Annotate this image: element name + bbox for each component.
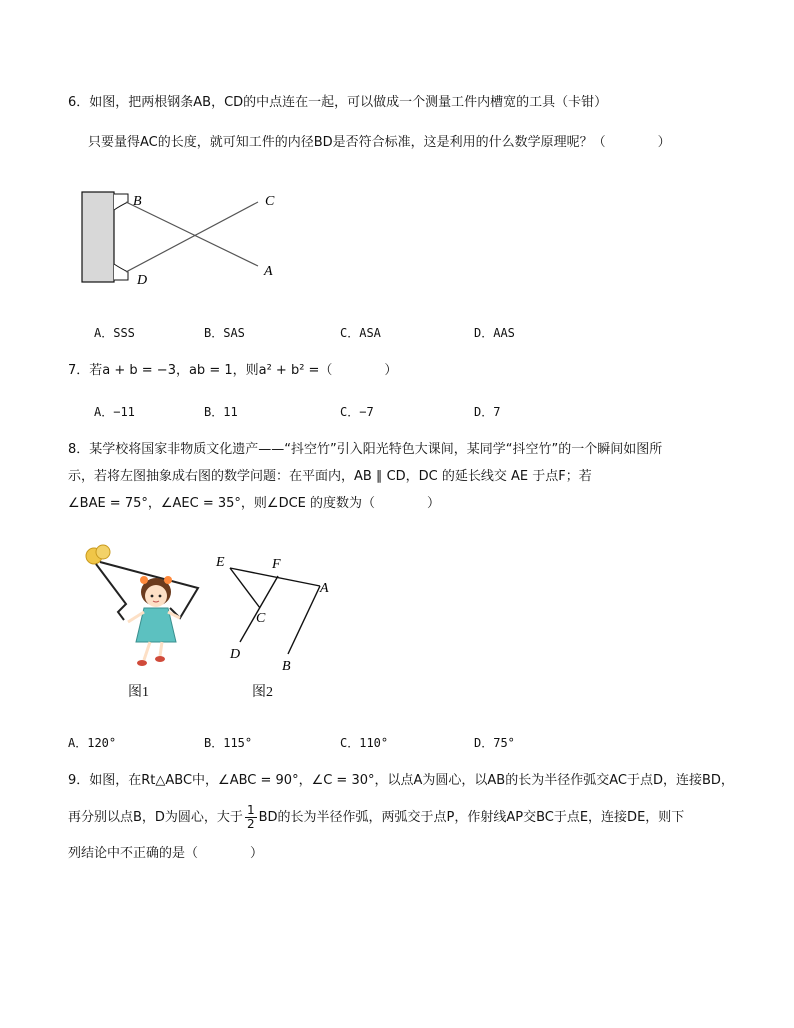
fraction-denominator: 2 xyxy=(246,817,255,831)
segment-ec xyxy=(230,568,260,608)
q6-stem-line-2: 只要量得AC的长度，就可知工件的内径BD是否符合标准，这是利用的什么数学原理呢？（ ） xyxy=(88,135,671,150)
segment-ab xyxy=(288,586,320,654)
q8-figure-2-caption: 图2 xyxy=(252,685,273,700)
q8-figure-1-girl-diabolo xyxy=(78,540,208,675)
q6-option-b[interactable]: B．SAS xyxy=(204,326,245,340)
label-d: D xyxy=(137,273,148,288)
steel-bar-ab xyxy=(126,202,258,266)
q8-stem-line-2: 示，若将左图抽象成右图的数学问题：在平面内，AB ∥ CD，DC 的延长线交 AE 于点F；若 xyxy=(68,469,592,484)
lower-jaw xyxy=(114,264,128,280)
q9-stem-line-1: 9．如图，在Rt△ABC中，∠ABC = 90°，∠C = 30°，以点A为圆心，以AB的长为半径作弧交AC于点D，连接BD， xyxy=(68,773,734,788)
upper-jaw xyxy=(114,194,128,210)
q8-stem-line-1: 8．某学校将国家非物质文化遗产——“抖空竹”引入阳光特色大课间，某同学“抖空竹”的一个瞬间如图所 xyxy=(68,442,663,457)
label-e: E xyxy=(216,555,225,570)
q7-option-a[interactable]: A．−11 xyxy=(94,405,135,419)
q9-stem-line-2 xyxy=(68,804,684,831)
q6-option-a[interactable]: A．SSS xyxy=(94,326,135,340)
q7-stem: 7．若a + b = −3，ab = 1，则a² + b² =（ ） xyxy=(68,363,398,378)
girl-face xyxy=(145,585,167,607)
q6-stem-line-1: 6．如图，把两根钢条AB，CD的中点连在一起，可以做成一个测量工件内槽宽的工具（卡钳） xyxy=(68,95,608,110)
steel-bar-cd xyxy=(126,202,258,272)
q8-option-a[interactable]: A．120° xyxy=(68,736,117,750)
q6-caliper-figure xyxy=(70,180,290,290)
q7-option-b[interactable]: B．11 xyxy=(204,405,238,419)
label-a: A xyxy=(264,264,273,279)
q9-stem-line-3: 列结论中不正确的是（ ） xyxy=(68,846,264,861)
q6-option-d[interactable]: D．AAS xyxy=(474,326,515,340)
q9-stem-line-2-start: 再分别以点B，D为圆心，大于 xyxy=(68,810,243,825)
fraction-numerator: 1 xyxy=(246,803,255,817)
label-a: A xyxy=(320,581,329,596)
q7-option-c[interactable]: C．−7 xyxy=(340,405,374,419)
label-b: B xyxy=(133,194,142,209)
label-d: D xyxy=(230,647,241,662)
label-c: C xyxy=(265,194,275,209)
label-f: F xyxy=(272,557,281,572)
segment-df xyxy=(240,576,278,642)
q8-option-d[interactable]: D．75° xyxy=(474,736,515,750)
q7-option-d[interactable]: D．7 xyxy=(474,405,501,419)
q6-option-c[interactable]: C．ASA xyxy=(340,326,381,340)
q8-option-c[interactable]: C．110° xyxy=(340,736,389,750)
label-c: C xyxy=(256,611,266,626)
q8-stem-line-3: ∠BAE = 75°，∠AEC = 35°，则∠DCE 的度数为（ ） xyxy=(68,496,441,511)
q8-option-b[interactable]: B．115° xyxy=(204,736,253,750)
workpiece-block xyxy=(82,192,114,282)
label-b: B xyxy=(282,659,291,674)
q8-figure-2-geometry xyxy=(210,548,340,678)
q9-stem-line-2-end: BD的长为半径作弧，两弧交于点P，作射线AP交BC于点E，连接DE，则下 xyxy=(258,810,685,825)
q8-figure-1-caption: 图1 xyxy=(128,685,149,700)
fraction-one-half xyxy=(245,804,257,831)
